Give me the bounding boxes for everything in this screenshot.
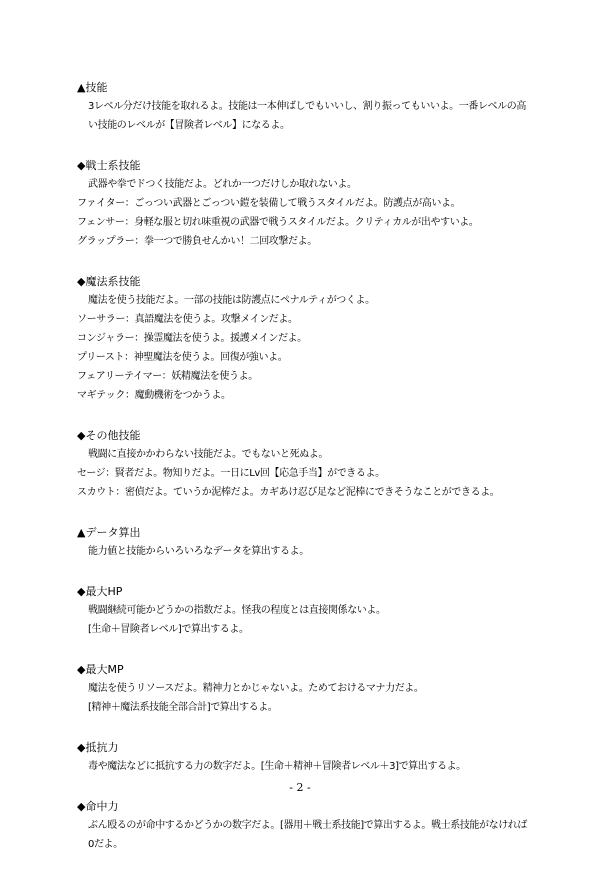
paragraph: 3レベル分だけ技能を取れるよ。技能は一本伸ばしでもいいし、割り振ってもいいよ。一番レベルの高い技能のレベルが【冒険者レベル】になるよ。 <box>88 101 526 131</box>
document-body <box>77 78 532 875</box>
section-max-mp <box>77 660 532 717</box>
paragraph: 魔法を使う技能だよ。一部の技能は防護点にペナルティがつくよ。 <box>88 295 375 306</box>
skill-entry-magitech: マギテック：魔動機術をつかうよ。 <box>77 390 231 401</box>
section-heading: ◆最大MP <box>77 663 124 676</box>
skill-entry-conjurer: コンジャラー：操霊魔法を使うよ。援護メインだよ。 <box>77 333 307 344</box>
skill-entry-sorcerer: ソーサラー：真語魔法を使うよ。攻撃メインだよ。 <box>77 314 298 325</box>
paragraph: 武器や拳でドつく技能だよ。どれか一つだけしか取れないよ。 <box>88 179 357 190</box>
section-heading: ◆その他技能 <box>77 429 141 442</box>
paragraph: 能力値と技能からいろいろなデータを算出するよ。 <box>88 546 309 557</box>
section-data-calculation <box>77 523 532 561</box>
paragraph: 戦闘に直接かかわらない技能だよ。でもないと死ぬよ。 <box>88 449 328 460</box>
section-magic-skills <box>77 272 532 405</box>
skill-entry-sage: セージ：賢者だよ。物知りだよ。一日にLv回【応急手当】ができるよ。 <box>77 468 385 479</box>
section-accuracy <box>77 797 532 854</box>
section-max-hp <box>77 582 532 639</box>
page-number: - 2 - <box>289 781 311 794</box>
formula: [精神＋魔法系技能全部合計]で算出するよ。 <box>88 702 278 713</box>
section-other-skills <box>77 426 532 502</box>
skill-entry-fencer: フェンサー：身軽な服と切れ味重視の武器で戦うスタイルだよ。クリティカルが出やすいよ。 <box>77 217 479 228</box>
skill-entry-priest: プリースト：神聖魔法を使うよ。回復が強いよ。 <box>77 352 288 363</box>
paragraph: 魔法を使うリソースだよ。精神力とかじゃないよ。ためておけるマナ力だよ。 <box>88 683 424 694</box>
section-resistance <box>77 738 532 776</box>
paragraph: ぶん殴るのが命中するかどうかの数字だよ。[器用＋戦士系技能]で算出するよ。戦士系技能がなければ0だよ。 <box>88 820 528 850</box>
section-heading: ◆命中力 <box>77 800 119 813</box>
skill-entry-scout: スカウト：密偵だよ。ていうか泥棒だよ。カギあけ忍び足など泥棒にできそうなことができるよ。 <box>77 487 500 498</box>
section-warrior-skills <box>77 156 532 251</box>
section-heading: ▲データ算出 <box>77 526 141 539</box>
section-heading: ◆戦士系技能 <box>77 159 141 172</box>
section-heading: ◆最大HP <box>77 585 123 598</box>
skill-entry-grappler: グラップラー：拳一つで勝負せんかい！二回攻撃だよ。 <box>77 236 317 247</box>
section-heading: ◆魔法系技能 <box>77 275 141 288</box>
formula: [生命＋冒険者レベル]で算出するよ。 <box>88 624 249 635</box>
section-heading: ▲技能 <box>77 81 108 94</box>
paragraph: 毒や魔法などに抵抗する力の数字だよ。[生命＋精神＋冒険者レベル＋3]で算出するよ。 <box>88 761 466 772</box>
skill-entry-fighter: ファイター：ごっつい武器とごっつい鎧を装備して戦うスタイルだよ。防護点が高いよ。 <box>77 198 461 209</box>
section-heading: ◆抵抗力 <box>77 741 119 754</box>
paragraph: 戦闘継続可能かどうかの指数だよ。怪我の程度とは直接関係ないよ。 <box>88 605 386 616</box>
skill-entry-fairy-tamer: フェアリーテイマー：妖精魔法を使うよ。 <box>77 371 258 382</box>
section-skills <box>77 78 532 135</box>
